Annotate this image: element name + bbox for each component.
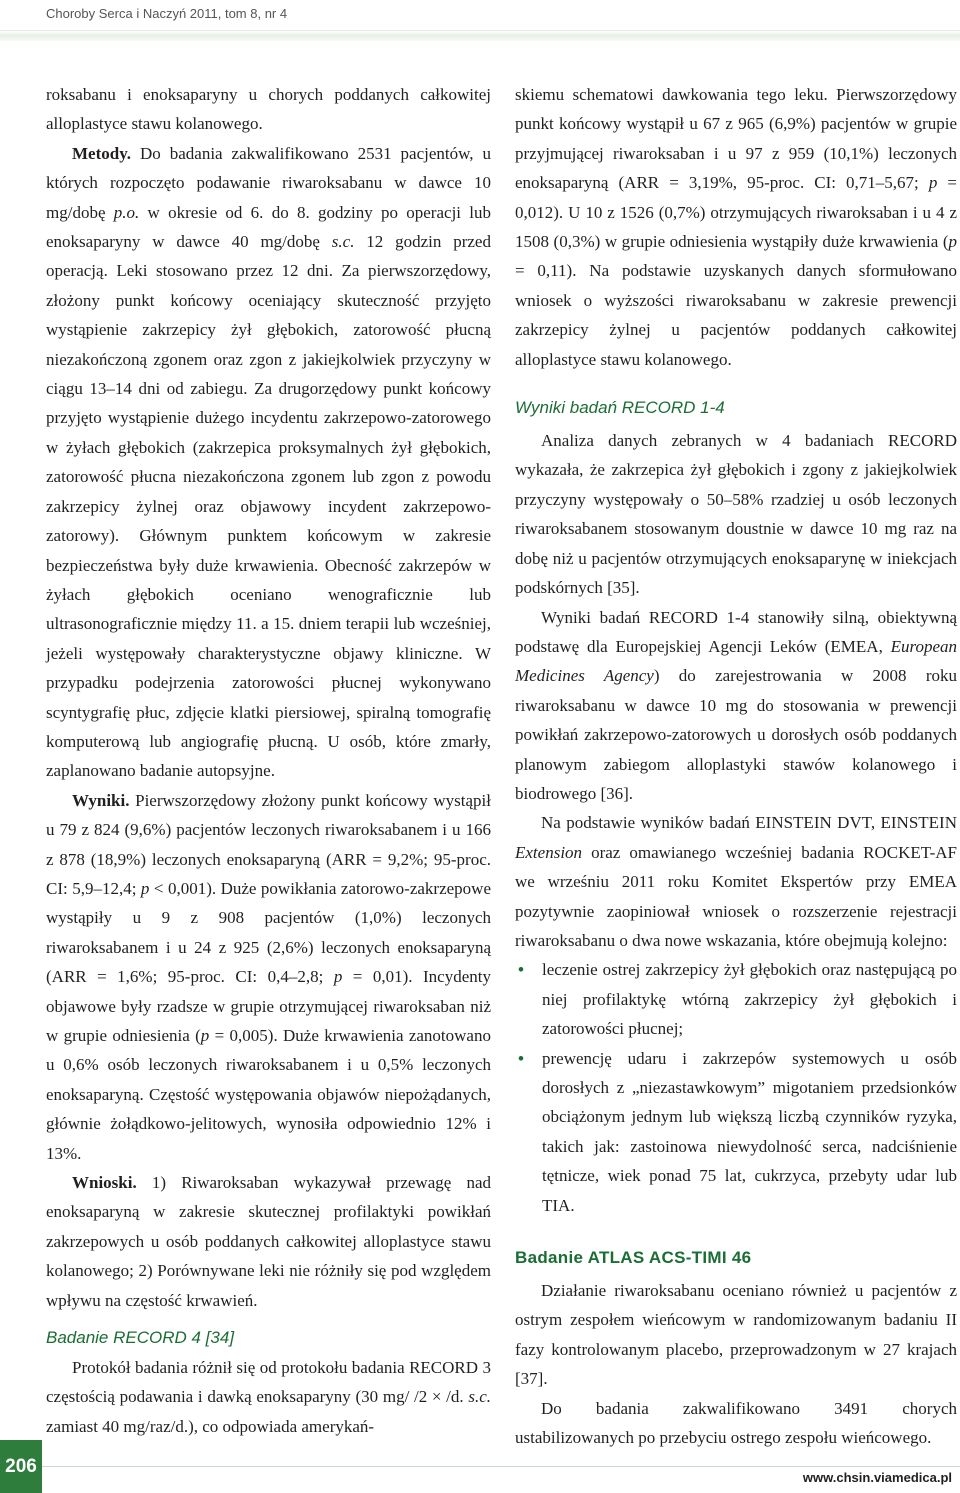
- page-number: 206: [0, 1440, 42, 1493]
- page-header: [0, 0, 960, 40]
- bullet-icon: •: [518, 960, 524, 980]
- journal-title: Choroby Serca i Naczyń 2011, tom 8, nr 4: [46, 6, 288, 21]
- section-body-record4: [46, 1353, 491, 1441]
- paragraph: Wyniki badań RECORD 1-4 stanowiły silną, obiektywną podstawę dla Europejskiej Agencji Leków (EMEA, European Medicines Agency) do zarejestrowania w 2008 roku riwaroksabanu w dawce 10 mg do stosowania w prewencji powikłań zakrzepowo-zatorowych u dorosłych osób poddanych planowym zabiegom alloplastyki stawów kolanowego i biodrowego [36].: [515, 607, 957, 803]
- paragraph-results: Wyniki. Pierwszorzędowy złożony punkt końcowy wystąpił u 79 z 824 (9,6%) pacjentów leczonych riwaroksabanem i u 166 z 878 (18,9%) leczonych enoksaparyną (ARR = 9,2%; 95-proc. CI: 5,9–12,4; p < 0,001). Duże powikłania zatorowo-zakrzepowe wystąpiły u 9 z 908 pacjentów (1,0%) leczonych riwaroksabanem i u 24 z 925 (2,6%) leczonych enoksaparyną (ARR = 1,6%; 95-proc. CI: 0,4–2,8; p = 0,01). Incydenty objawowe były rzadsze w grupie otrzymującej riwaroksaban niż w grupie odniesienia (p = 0,005). Duże krwawienia zanotowano u 0,6% osób leczonych riwaroksabanem i u 0,5% leczonych enoksaparyną. Częstość występowania objawów niepożądanych, głównie żołądkowo-jelitowych, wynosiła odpowiednio 12% i 13%.: [46, 790, 492, 1163]
- paragraph: Na podstawie wyników badań EINSTEIN DVT, EINSTEIN Extension oraz omawianego wcześniej badania ROCKET-AF we wrześniu 2011 roku Komitet Ekspertów przy EMEA pozytywnie zaopiniował wniosek o rozszerzenie rejestracji riwaroksabanu o dwa nowe wskazania, które obejmują kolejno:: [515, 813, 957, 950]
- footer-rule: [42, 1466, 960, 1467]
- paragraph: Działanie riwaroksabanu oceniano również u pacjentów z ostrym zespołem wieńcowym w randomizowanym badaniu II fazy kontrolowanym placebo, przeprowadzonym w 27 krajach [37].: [515, 1281, 957, 1389]
- right-column: [515, 80, 957, 1452]
- section-heading-atlas: Badanie ATLAS ACS-TIMI 46: [515, 1248, 752, 1268]
- paragraph: Analiza danych zebranych w 4 badaniach RECORD wykazała, że zakrzepica żył głębokich i zgony z jakiejkolwiek przyczyny występowały o 50–58% rzadziej u osób leczonych riwaroksabanem stosowanym doustnie w dawce 10 mg raz na dobę niż u pacjentów otrzymujących enoksaparynę w iniekcjach podskórnych [35].: [515, 431, 957, 598]
- list-item: • prewencję udaru i zakrzepów systemowych u osób dorosłych z „niezastawkowym” migotaniem przedsionków obciążonym jednym lub większą liczbą czynników ryzyka, takich jak: zastoinowa niewydolność serca, nadciśnienie tętnicze, wiek ponad 75 lat, cukrzyca, przebyty udar lub TIA.: [515, 1044, 957, 1220]
- paragraph-methods: Metody. Do badania zakwalifikowano 2531 pacjentów, u których rozpoczęto podawanie riwaroksabanu w dawce 10 mg/dobę p.o. w okresie od 6. do 8. godziny po operacji lub enoksaparyny w dawce 40 mg/dobę s.c. 12 godzin przed operacją. Leki stosowano przez 12 dni. Za pierwszorzędowy, złożony punkt końcowy oceniający skuteczność przyjęto wystąpienie zakrzepicy żył głębokich, zatorowość płucną niezakończoną zgonem oraz zgon z jakiejkolwiek przyczyny w ciągu 13–14 dni od zabiegu. Za drugorzędowy punkt końcowy przyjęto wystąpienie dużego incydentu zakrzepowo-zatorowego w żyłach głębokich (zakrzepica proksymalnych żył głębokich, zatorowość płucna niezakończona zgonem lub zgon z powodu zakrzepicy żylnej oraz objawowy incydent zakrzepowo-zatorowy). Głównym punktem końcowym w zakresie bezpieczeństwa były duże krwawienia. Obecność zakrzepów w żyłach głębokich oceniano wenograficznie lub ultrasonograficznie między 11. a 15. dniem terapii lub wcześniej, jeżeli występowały charakterystyczne objawy kliniczne. W przypadku podejrzenia zatorowości płucnej wykonywano scyntygrafię płuc, zdjęcie klatki piersiowej, spiralną tomografię komputerową lub angiografię płucną. U osób, które zmarły, zaplanowano badanie autopsyjne.: [46, 143, 491, 781]
- list-item: • leczenie ostrej zakrzepicy żył głębokich oraz następującą po niej profilaktykę wtórną zakrzepicy żył głębokich i zatorowości płucnej;: [515, 955, 957, 1043]
- section-heading-record1-4: Wyniki badań RECORD 1-4: [515, 398, 725, 418]
- paragraph: roksabanu i enoksaparyny u chorych poddanych całkowitej alloplastyce stawu kolanowego.: [46, 85, 491, 134]
- bullet-icon: •: [518, 1048, 524, 1068]
- paragraph-conclusions: Wnioski. 1) Riwaroksaban wykazywał przewagę nad enoksaparyną w zakresie skutecznej profilaktyki powikłań zakrzepowych u osób poddanych całkowitej alloplastyce stawu kolanowego; 2) Porównywane leki nie różniły się pod względem wpływu na częstość krwawień.: [46, 1173, 491, 1310]
- left-column: [46, 80, 491, 1315]
- journal-website: www.chsin.viamedica.pl: [802, 1470, 952, 1485]
- paragraph: skiemu schematowi dawkowania tego leku. Pierwszorzędowy punkt końcowy wystąpił u 67 z 965 (6,9%) pacjentów w grupie przyjmującej riwaroksaban i u 97 z 959 (10,1%) leczonych enoksaparyną (ARR = 3,19%, 95-proc. CI: 0,71–5,67; p = 0,012). U 10 z 1526 (0,7%) otrzymujących riwaroksaban i u 4 z 1508 (0,3%) w grupie odniesienia wystąpiły duże krwawienia (p = 0,11). Na podstawie uzyskanych danych sformułowano wniosek o wyższości riwaroksabanu w zakresie prewencji zakrzepicy żylnej u pacjentów poddanych całkowitej alloplastyce stawu kolanowego.: [515, 85, 957, 369]
- header-rule: [0, 30, 960, 41]
- indications-list: [515, 955, 957, 1220]
- paragraph: Do badania zakwalifikowano 3491 chorych ustabilizowanych po przebyciu ostrego zespołu wieńcowego.: [515, 1398, 957, 1448]
- section-heading-record4: Badanie RECORD 4 [34]: [46, 1328, 235, 1347]
- paragraph: Protokół badania różnił się od protokołu badania RECORD 3 częstością podawania i dawką enoksaparyny (30 mg/ /2 × /d. s.c. zamiast 40 mg/raz/d.), co odpowiada amerykań-: [46, 1358, 491, 1436]
